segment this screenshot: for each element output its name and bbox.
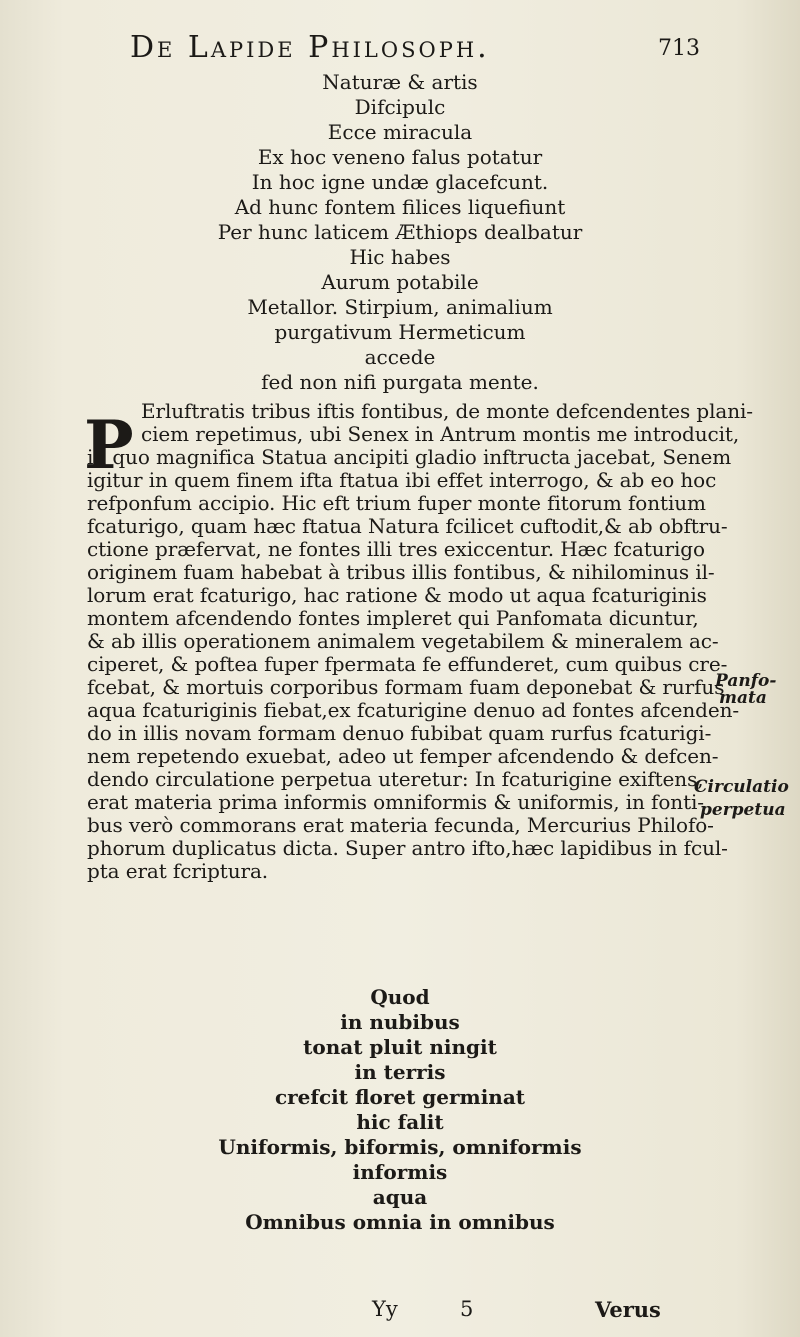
paragraph-line: refponfum accipio. Hic eft trium fuper monte fitorum fontium [87, 491, 706, 515]
poem-line: Per hunc laticem Æthiops dealbatur [217, 220, 583, 244]
paragraph-line: bus verò commorans erat materia fecunda, Mercurius Philofo- [87, 813, 714, 837]
poem-line: purgativum Hermeticum [274, 320, 526, 344]
paragraph-line: phorum duplicatus dicta. Super antro ifto,hæc lapidibus in fcul- [87, 836, 728, 860]
paragraph-line: & ab illis operationem animalem vegetabilem & mineralem ac- [87, 629, 719, 653]
poem-line: Ecce miracula [327, 120, 473, 144]
paragraph-line: ciem repetimus, ubi Senex in Antrum montis me introducit, [141, 422, 740, 446]
poem-line: Quod [370, 985, 430, 1009]
poem-line: Naturæ & artis [322, 70, 478, 94]
poem-line: crefcit floret germinat [274, 1085, 526, 1109]
margin-note-mata: mata [719, 688, 767, 708]
paragraph-line: montem afcendendo fontes impleret qui Panfomata dicuntur, [87, 606, 699, 630]
paragraph-line: pta erat fcriptura. [87, 859, 269, 883]
poem-line: fed non nifi purgata mente. [261, 370, 539, 394]
page-footer [0, 1297, 800, 1327]
paragraph-line: in quo magnifica Statua ancipiti gladio inftructa jacebat, Senem [87, 445, 732, 469]
margin-note-pansomata: Panfo- [715, 671, 777, 691]
paragraph-line: ctione præfervat, ne fontes illi tres exiccentur. Hæc fcaturigo [87, 537, 705, 561]
poem-line: Aurum potabile [321, 270, 479, 294]
running-title: De Lapide Philosoph. [130, 30, 490, 65]
poem-line: informis [352, 1160, 448, 1184]
poem-line: aqua [372, 1185, 428, 1209]
margin-note-circulatio: Circulatio [694, 777, 789, 797]
paragraph-line: originem fuam habebat à tribus illis fontibus, & nihilominus il- [87, 560, 715, 584]
poem-line: Difcipulc [354, 95, 446, 119]
paragraph-line: lorum erat fcaturigo, hac ratione & modo ut aqua fcaturiginis [87, 583, 707, 607]
signature-number: 5 [460, 1297, 474, 1321]
poem-line: accede [364, 345, 436, 369]
poem-line: Omnibus omnia in omnibus [245, 1210, 555, 1234]
paragraph-line: fcaturigo, quam hæc ftatua Natura fcilicet cuftodit,& ab obftru- [87, 514, 728, 538]
poem-line: Metallor. Stirpium, animalium [247, 295, 553, 319]
poem-line: in nubibus [340, 1010, 460, 1034]
paragraph-line: Erluftratis tribus iftis fontibus, de monte defcendentes plani- [141, 399, 753, 423]
paragraph-line: erat materia prima informis omniformis & uniformis, in fonti- [87, 790, 704, 814]
catchword: Verus [595, 1297, 661, 1322]
poem-line: Hic habes [349, 245, 451, 269]
running-header [130, 30, 700, 70]
paragraph-line: ciperet, & poftea fuper fpermata fe effunderet, cum quibus cre- [87, 652, 728, 676]
drop-cap: P [84, 406, 134, 484]
poem-line: in terris [354, 1060, 446, 1084]
poem-line: Uniformis, biformis, omniformis [218, 1135, 582, 1159]
paragraph-line: igitur in quem finem ifta ftatua ibi effet interrogo, & ab eo hoc [87, 468, 717, 492]
paragraph-line: aqua fcaturiginis fiebat,ex fcaturigine denuo ad fontes afcenden- [87, 698, 740, 722]
poem-line: Ex hoc veneno falus potatur [257, 145, 543, 169]
paragraph-line: nem repetendo exuebat, adeo ut femper afcendendo & defcen- [87, 744, 719, 768]
signature-mark: Yy [372, 1297, 398, 1321]
poem-line: In hoc igne undæ glacefcunt. [251, 170, 549, 194]
margin-note-perpetua: perpetua [700, 800, 786, 820]
poem-line: tonat pluit ningit [303, 1035, 497, 1059]
poem-line: hic falit [356, 1110, 444, 1134]
page-number: 713 [658, 36, 700, 61]
paragraph-line: dendo circulatione perpetua uteretur: In fcaturigine exiftens, [87, 767, 704, 791]
poem-line: Ad hunc fontem filices liquefiunt [234, 195, 566, 219]
paragraph-line: do in illis novam formam denuo fubibat quam rurfus fcaturigi- [87, 721, 712, 745]
paragraph-line: fcebat, & mortuis corporibus formam fuam deponebat & rurfus [87, 675, 725, 699]
